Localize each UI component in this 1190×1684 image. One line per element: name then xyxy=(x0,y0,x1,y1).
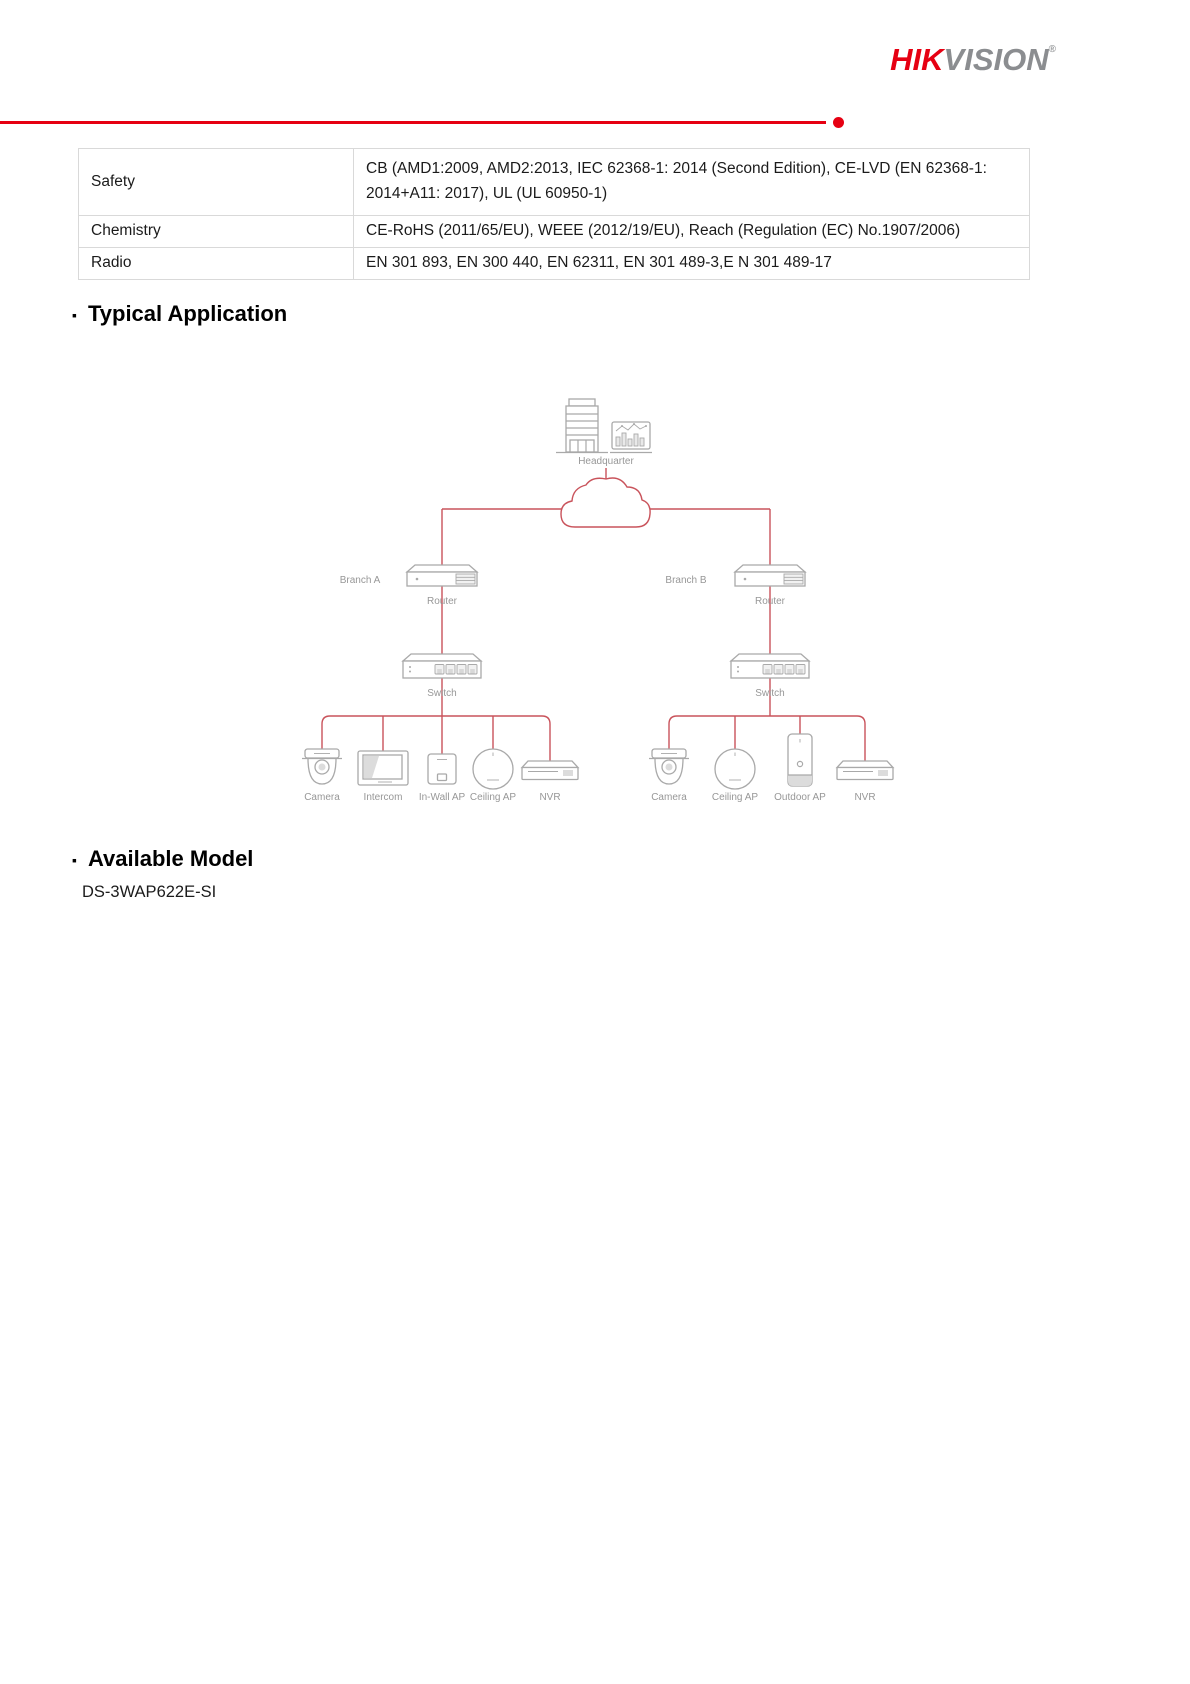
table-row xyxy=(79,247,1030,279)
cert-row-label: Chemistry xyxy=(79,216,354,248)
section-heading-available-model xyxy=(72,846,253,872)
router-icon xyxy=(407,565,477,586)
header-divider-line xyxy=(0,121,826,124)
ceiling-ap-icon xyxy=(473,749,513,789)
device-label: Ceiling AP xyxy=(711,792,759,803)
device-label: In-Wall AP xyxy=(418,792,466,803)
device-label: Camera xyxy=(304,792,340,803)
topology-diagram xyxy=(0,356,1190,816)
switch-icon xyxy=(731,654,809,678)
hikvision-logo xyxy=(890,44,1056,75)
switch-label: Switch xyxy=(755,688,785,699)
headquarter-building-icon xyxy=(556,399,608,453)
cert-row-value: CE-RoHS (2011/65/EU), WEEE (2012/19/EU), Reach (Regulation (EC) No.1907/2006) xyxy=(354,216,1030,248)
cert-row-label: Safety xyxy=(79,149,354,216)
dome-camera-icon xyxy=(302,749,342,784)
cloud-icon xyxy=(561,478,650,527)
router-label: Router xyxy=(426,596,458,607)
section-title: Typical Application xyxy=(87,301,288,326)
device-label: Ceiling AP xyxy=(469,792,517,803)
logo-vision-text: VISION xyxy=(943,42,1049,77)
table-row xyxy=(79,149,1030,216)
device-label: Camera xyxy=(651,792,687,803)
model-number: DS-3WAP622E-SI xyxy=(82,883,217,901)
branch-a-label: Branch A xyxy=(339,575,381,586)
headquarter-label: Headquarter xyxy=(578,456,634,467)
cert-row-value: CB (AMD1:2009, AMD2:2013, IEC 62368-1: 2014 (Second Edition), CE-LVD (EN 62368-1: 2014+A11: 2017), UL (UL 60950-1) xyxy=(354,149,1030,216)
section-title: Available Model xyxy=(87,846,254,871)
ceiling-ap-icon xyxy=(715,749,755,789)
certification-table xyxy=(78,148,1030,280)
section-heading-typical-application xyxy=(72,301,287,327)
cert-row-label: Radio xyxy=(79,247,354,279)
chart-monitor-icon xyxy=(610,422,652,453)
square-bullet-icon: ▪ xyxy=(72,852,77,868)
in-wall-ap-icon xyxy=(428,754,456,784)
dome-camera-icon xyxy=(649,749,689,784)
device-label: NVR xyxy=(854,792,876,803)
table-row xyxy=(79,216,1030,248)
intercom-icon xyxy=(358,751,408,785)
outdoor-ap-icon xyxy=(788,734,812,786)
header-divider-dot xyxy=(833,117,844,128)
router-label: Router xyxy=(754,596,786,607)
branch-b xyxy=(649,565,893,803)
router-icon xyxy=(735,565,805,586)
device-label: NVR xyxy=(539,792,561,803)
switch-icon xyxy=(403,654,481,678)
registered-mark: ® xyxy=(1048,44,1056,55)
nvr-icon xyxy=(522,761,578,780)
nvr-icon xyxy=(837,761,893,780)
device-label: Intercom xyxy=(363,792,403,803)
cert-row-value: EN 301 893, EN 300 440, EN 62311, EN 301 489-3,E N 301 489-17 xyxy=(354,247,1030,279)
branch-b-label: Branch B xyxy=(665,575,707,586)
logo-hik-text: HIK xyxy=(890,42,944,77)
square-bullet-icon: ▪ xyxy=(72,307,77,323)
branch-a xyxy=(302,565,578,803)
device-label: Outdoor AP xyxy=(774,792,826,803)
switch-label: Switch xyxy=(427,688,457,699)
